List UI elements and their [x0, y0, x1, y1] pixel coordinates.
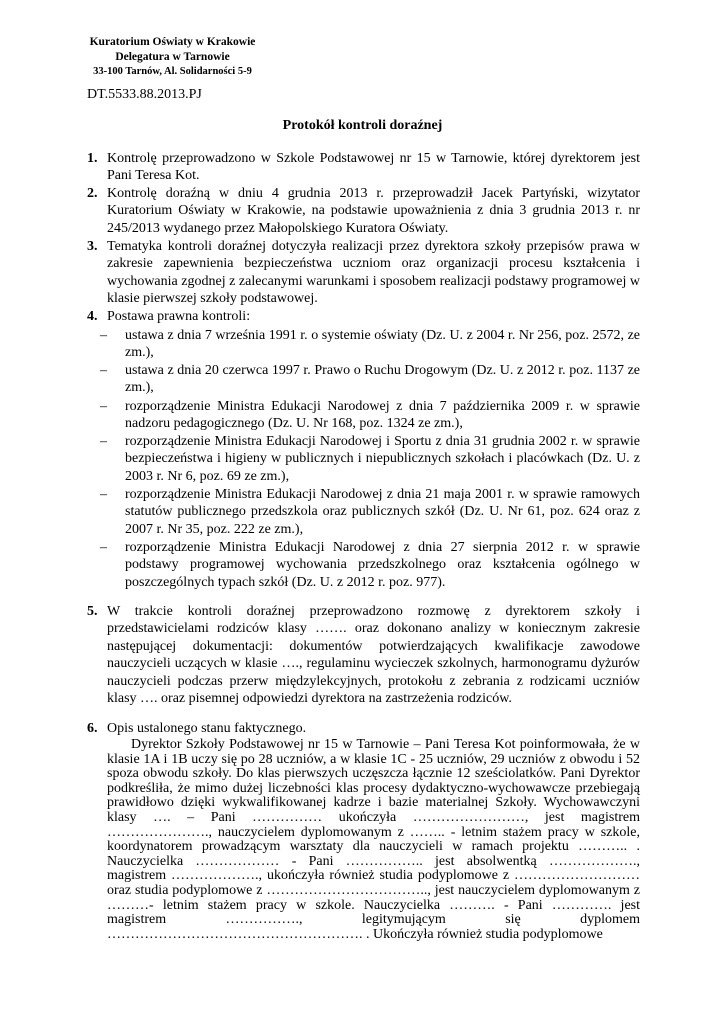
legal-basis-text: rozporządzenie Ministra Edukacji Narodowej z dnia 7 października 2009 r. w sprawie nadzoru pedagogicznego (Dz. U. Nr 168, poz. 1324 ze zm.),	[125, 399, 640, 432]
item-number: 3.	[87, 239, 98, 254]
item-number: 1.	[87, 151, 98, 166]
dash-bullet: –	[100, 363, 107, 378]
item-number: 2.	[87, 186, 98, 201]
list-item-3	[87, 238, 640, 308]
legal-basis-text: ustawa z dnia 20 czerwca 1997 r. Prawo o Ruchu Drogowym (Dz. U. z 2012 r. poz. 1137 ze zm.),	[125, 363, 640, 396]
legal-basis-item	[100, 539, 640, 591]
item-number: 5.	[87, 604, 98, 619]
item-text: Opis ustalonego stanu faktycznego.	[107, 721, 307, 736]
legal-basis-text: rozporządzenie Ministra Edukacji Narodowej i Sportu z dnia 31 grudnia 2002 r. w sprawie bezpieczeństwa i higieny w publicznych i niepublicznych szkołach i placówkach (Dz. U. z 2003 r. Nr 6, poz. 69 ze zm.),	[125, 434, 640, 484]
dash-bullet: –	[100, 399, 107, 414]
legal-basis-text: rozporządzenie Ministra Edukacji Narodowej z dnia 21 maja 2001 r. w sprawie ramowych statutów publicznego przedszkola oraz publicznych szkół (Dz. U. Nr 61, poz. 624 oraz z 2007 r. Nr 35, poz. 222 ze zm.),	[125, 487, 640, 537]
legal-basis-item	[100, 398, 640, 433]
dash-bullet: –	[100, 487, 107, 502]
item-text: Kontrolę przeprowadzono w Szkole Podstawowej nr 15 w Tarnowie, której dyrektorem jest Pani Teresa Kot.	[107, 151, 640, 184]
list-item-5	[87, 603, 640, 707]
list-item-6	[87, 720, 640, 737]
list-item-2	[87, 185, 640, 237]
legal-basis-item	[100, 362, 640, 397]
item-text: Postawa prawna kontroli:	[107, 309, 251, 324]
header-delegation: Delegatura w Tarnowie	[115, 51, 230, 63]
document-title: Protokół kontroli doraźnej	[282, 118, 443, 133]
header-institution: Kuratorium Oświaty w Krakowie	[89, 36, 256, 48]
legal-basis-item	[100, 327, 640, 362]
dash-bullet: –	[100, 434, 107, 449]
legal-basis-item	[100, 486, 640, 538]
dash-bullet: –	[100, 540, 107, 555]
list-item-1	[87, 150, 640, 185]
legal-basis-text: ustawa z dnia 7 września 1991 r. o systemie oświaty (Dz. U. z 2004 r. Nr 256, poz. 2572, ze zm.),	[125, 328, 640, 361]
reference-number: DT.5533.88.2013.PJ	[87, 87, 202, 102]
item-number: 4.	[87, 309, 98, 324]
item-text: Tematyka kontroli doraźnej dotyczyła realizacji przez dyrektora szkoły przepisów prawa w zakresie zapewnienia bezpieczeństwa uczniom oraz organizacji procesu kształcenia i wychowania zgodnej z zalecanymi warunkami i sposobem realizacji podstawy programowej w klasie pierwszej szkoły podstawowej.	[107, 239, 640, 307]
legal-basis-text: rozporządzenie Ministra Edukacji Narodowej z dnia 27 sierpnia 2012 r. w sprawie podstawy programowej wychowania przedszkolnego oraz kształcenia ogólnego w poszczególnych typach szkół (Dz. U. z 2012 r. poz. 977).	[125, 540, 640, 590]
item-text: Kontrolę doraźną w dniu 4 grudnia 2013 r. przeprowadził Jacek Partyński, wizytator Kuratorium Oświaty w Krakowie, na podstawie upoważnienia z dnia 3 grudnia 2013 r. nr 245/2013 wydanego przez Małopolskiego Kuratora Oświaty.	[107, 186, 640, 236]
legal-basis-item	[100, 433, 640, 485]
list-item-4	[87, 308, 640, 325]
header-address: 33-100 Tarnów, Al. Solidarności 5-9	[93, 66, 252, 77]
facts-paragraph: Dyrektor Szkoły Podstawowej nr 15 w Tarnowie – Pani Teresa Kot poinformowała, że w klasie 1A i 1B uczy się po 28 uczniów, a w klasie 1C - 25 uczniów, 29 uczniów z obwodu i 52 spoza obwodu szkoły. Do klas pierwszych uczęszcza łącznie 12 sześciolatków. Pani Dyrektor podkreśliła, że mimo dużej liczebności klas procesy dydaktyczno-wychowawcze przebiegają prawidłowo dzięki wykwalifikowanej kadrze i bazie materialnej Szkoły. Wychowawczyni klasy …. – Pani …………… ukończyła ……………………, jest magistrem …………………., nauczycielem dyplomowanym z …….. - letnim stażem pracy w szkole, koordynatorem prowadzącym warsztaty dla nauczycieli w ramach projektu ……….. . Nauczycielka ……………… - Pani …………….. jest absolwentką ………………., magistrem ………………., ukończyła również studia podyplomowe z ……………………… oraz studia podyplomowe z …………………………….., jest nauczycielem dyplomowanym z ………- letnim stażem pracy w szkole. Nauczycielka ………. - Pani …………. jest magistrem ……………., legitymującym się dyplomem ………………………………………………. . Ukończyła również studia podyplomowe	[107, 737, 640, 942]
dash-bullet: –	[100, 328, 107, 343]
item-number: 6.	[87, 721, 98, 736]
item-text: W trakcie kontroli doraźnej przeprowadzono rozmowę z dyrektorem szkoły i przedstawicielami rodziców klasy ……. oraz dokonano analizy w koniecznym zakresie następującej dokumentacji: dokumentów potwierdzających kwalifikacje zawodowe nauczycieli uczących w klasie …., regulaminu wycieczek szkolnych, harmonogramu dyżurów nauczycieli podczas przerw międzylekcyjnych, protokołu z zebrania z rodzicami uczniów klasy …. oraz pisemnej odpowiedzi dyrektora na zastrzeżenia rodziców.	[107, 604, 640, 707]
